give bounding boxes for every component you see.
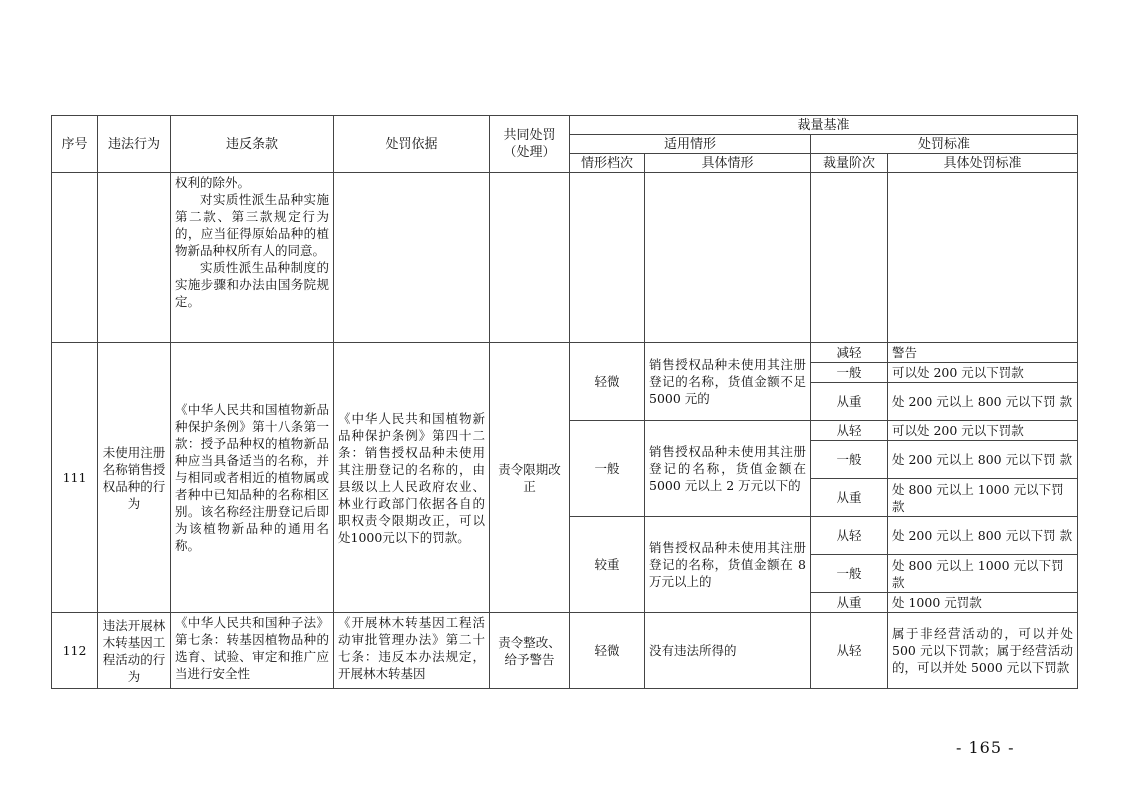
header-violation: 违法行为 xyxy=(98,116,171,173)
clause-paragraph: 对实质性派生品种实施第二款、第三款规定行为的，应当征得原始品种的植物新品种权所有人的同意。 xyxy=(175,192,329,258)
situation-cell: 没有违法所得的 xyxy=(645,613,811,689)
penalty-cell: 处 200 元以上 800 元以下罚 款 xyxy=(888,517,1078,555)
clause-paragraph: 实质性派生品种制度的实施步骤和办法由国务院规定。 xyxy=(175,260,329,309)
header-tier: 裁量阶次 xyxy=(811,154,888,173)
tier-cell: 一般 xyxy=(811,363,888,383)
header-level: 情形档次 xyxy=(570,154,645,173)
penalty-cell: 处 200 元以上 800 元以下罚 款 xyxy=(888,441,1078,479)
tier-cell: 从轻 xyxy=(811,613,888,689)
header-clause: 违反条款 xyxy=(171,116,334,173)
row-number: 111 xyxy=(52,343,98,613)
common-penalty-cell: 责令限期改正 xyxy=(490,343,570,613)
header-common-penalty: 共同处罚（处理） xyxy=(490,116,570,173)
tier-cell: 一般 xyxy=(811,441,888,479)
header-applicable: 适用情形 xyxy=(570,135,811,154)
level-cell: 较重 xyxy=(570,517,645,613)
basis-cell: 《开展林木转基因工程活动审批管理办法》第二十七条：违反本办法规定，开展林木转基因 xyxy=(334,613,490,689)
table-row xyxy=(52,173,1078,343)
penalty-cell: 可以处 200 元以下罚款 xyxy=(888,421,1078,441)
penalty-cell: 属于非经营活动的，可以并处 500 元以下罚款；属于经营活动的，可以并处 5000 元以下罚款 xyxy=(888,613,1078,689)
penalty-cell: 处 1000 元罚款 xyxy=(888,593,1078,613)
penalty-cell: 可以处 200 元以下罚款 xyxy=(888,363,1078,383)
basis-cell: 《中华人民共和国植物新品种保护条例》第四十二条：销售授权品种未使用其注册登记的名称的，由县级以上人民政府农业、林业行政部门依据各自的职权责令限期改正，可以处1000元以下的罚款。 xyxy=(334,343,490,613)
violation-cell: 违法开展林木转基因工程活动的行为 xyxy=(98,613,171,689)
situation-cell: 销售授权品种未使用其注册登记的名称，货值金额在 5000 元以上 2 万元以下的 xyxy=(645,421,811,517)
tier-cell: 减轻 xyxy=(811,343,888,363)
tier-cell: 从重 xyxy=(811,479,888,517)
tier-cell: 从重 xyxy=(811,383,888,421)
header-penalty-standard: 处罚标准 xyxy=(811,135,1078,154)
header-situation: 具体情形 xyxy=(645,154,811,173)
penalty-cell: 处 800 元以上 1000 元以下罚 款 xyxy=(888,479,1078,517)
violation-cell: 未使用注册名称销售授权品种的行为 xyxy=(98,343,171,613)
penalty-cell: 警告 xyxy=(888,343,1078,363)
level-cell: 轻微 xyxy=(570,613,645,689)
header-specific-penalty: 具体处罚标准 xyxy=(888,154,1078,173)
penalty-cell: 处 800 元以上 1000 元以下罚 款 xyxy=(888,555,1078,593)
header-seq: 序号 xyxy=(52,116,98,173)
tier-cell: 从轻 xyxy=(811,421,888,441)
table-row xyxy=(52,343,1078,363)
common-penalty-cell: 责令整改、给予警告 xyxy=(490,613,570,689)
header-discretion: 裁量基准 xyxy=(570,116,1078,135)
tier-cell: 从轻 xyxy=(811,517,888,555)
clause-cell: 《中华人民共和国植物新品种保护条例》第十八条第一款：授予品种权的植物新品种应当具备适当的名称，并与相同或者相近的植物属或者种中已知品种的名称相区别。该名称经注册登记后即为该植物新品种的通用名称。 xyxy=(171,343,334,613)
discretion-standard-table xyxy=(51,115,1078,689)
situation-cell: 销售授权品种未使用其注册登记的名称，货值金额不足 5000 元的 xyxy=(645,343,811,421)
clause-cell xyxy=(171,173,334,343)
page-number: - 165 - xyxy=(956,738,1015,757)
clause-cell: 《中华人民共和国种子法》第七条：转基因植物品种的选育、试验、审定和推广应当进行安全性 xyxy=(171,613,334,689)
clause-paragraph: 权利的除外。 xyxy=(175,175,251,190)
tier-cell: 从重 xyxy=(811,593,888,613)
level-cell: 轻微 xyxy=(570,343,645,421)
header-basis: 处罚依据 xyxy=(334,116,490,173)
table-row xyxy=(52,613,1078,689)
tier-cell: 一般 xyxy=(811,555,888,593)
level-cell: 一般 xyxy=(570,421,645,517)
penalty-cell: 处 200 元以上 800 元以下罚 款 xyxy=(888,383,1078,421)
row-number: 112 xyxy=(52,613,98,689)
situation-cell: 销售授权品种未使用其注册登记的名称，货值金额在 8 万元以上的 xyxy=(645,517,811,613)
